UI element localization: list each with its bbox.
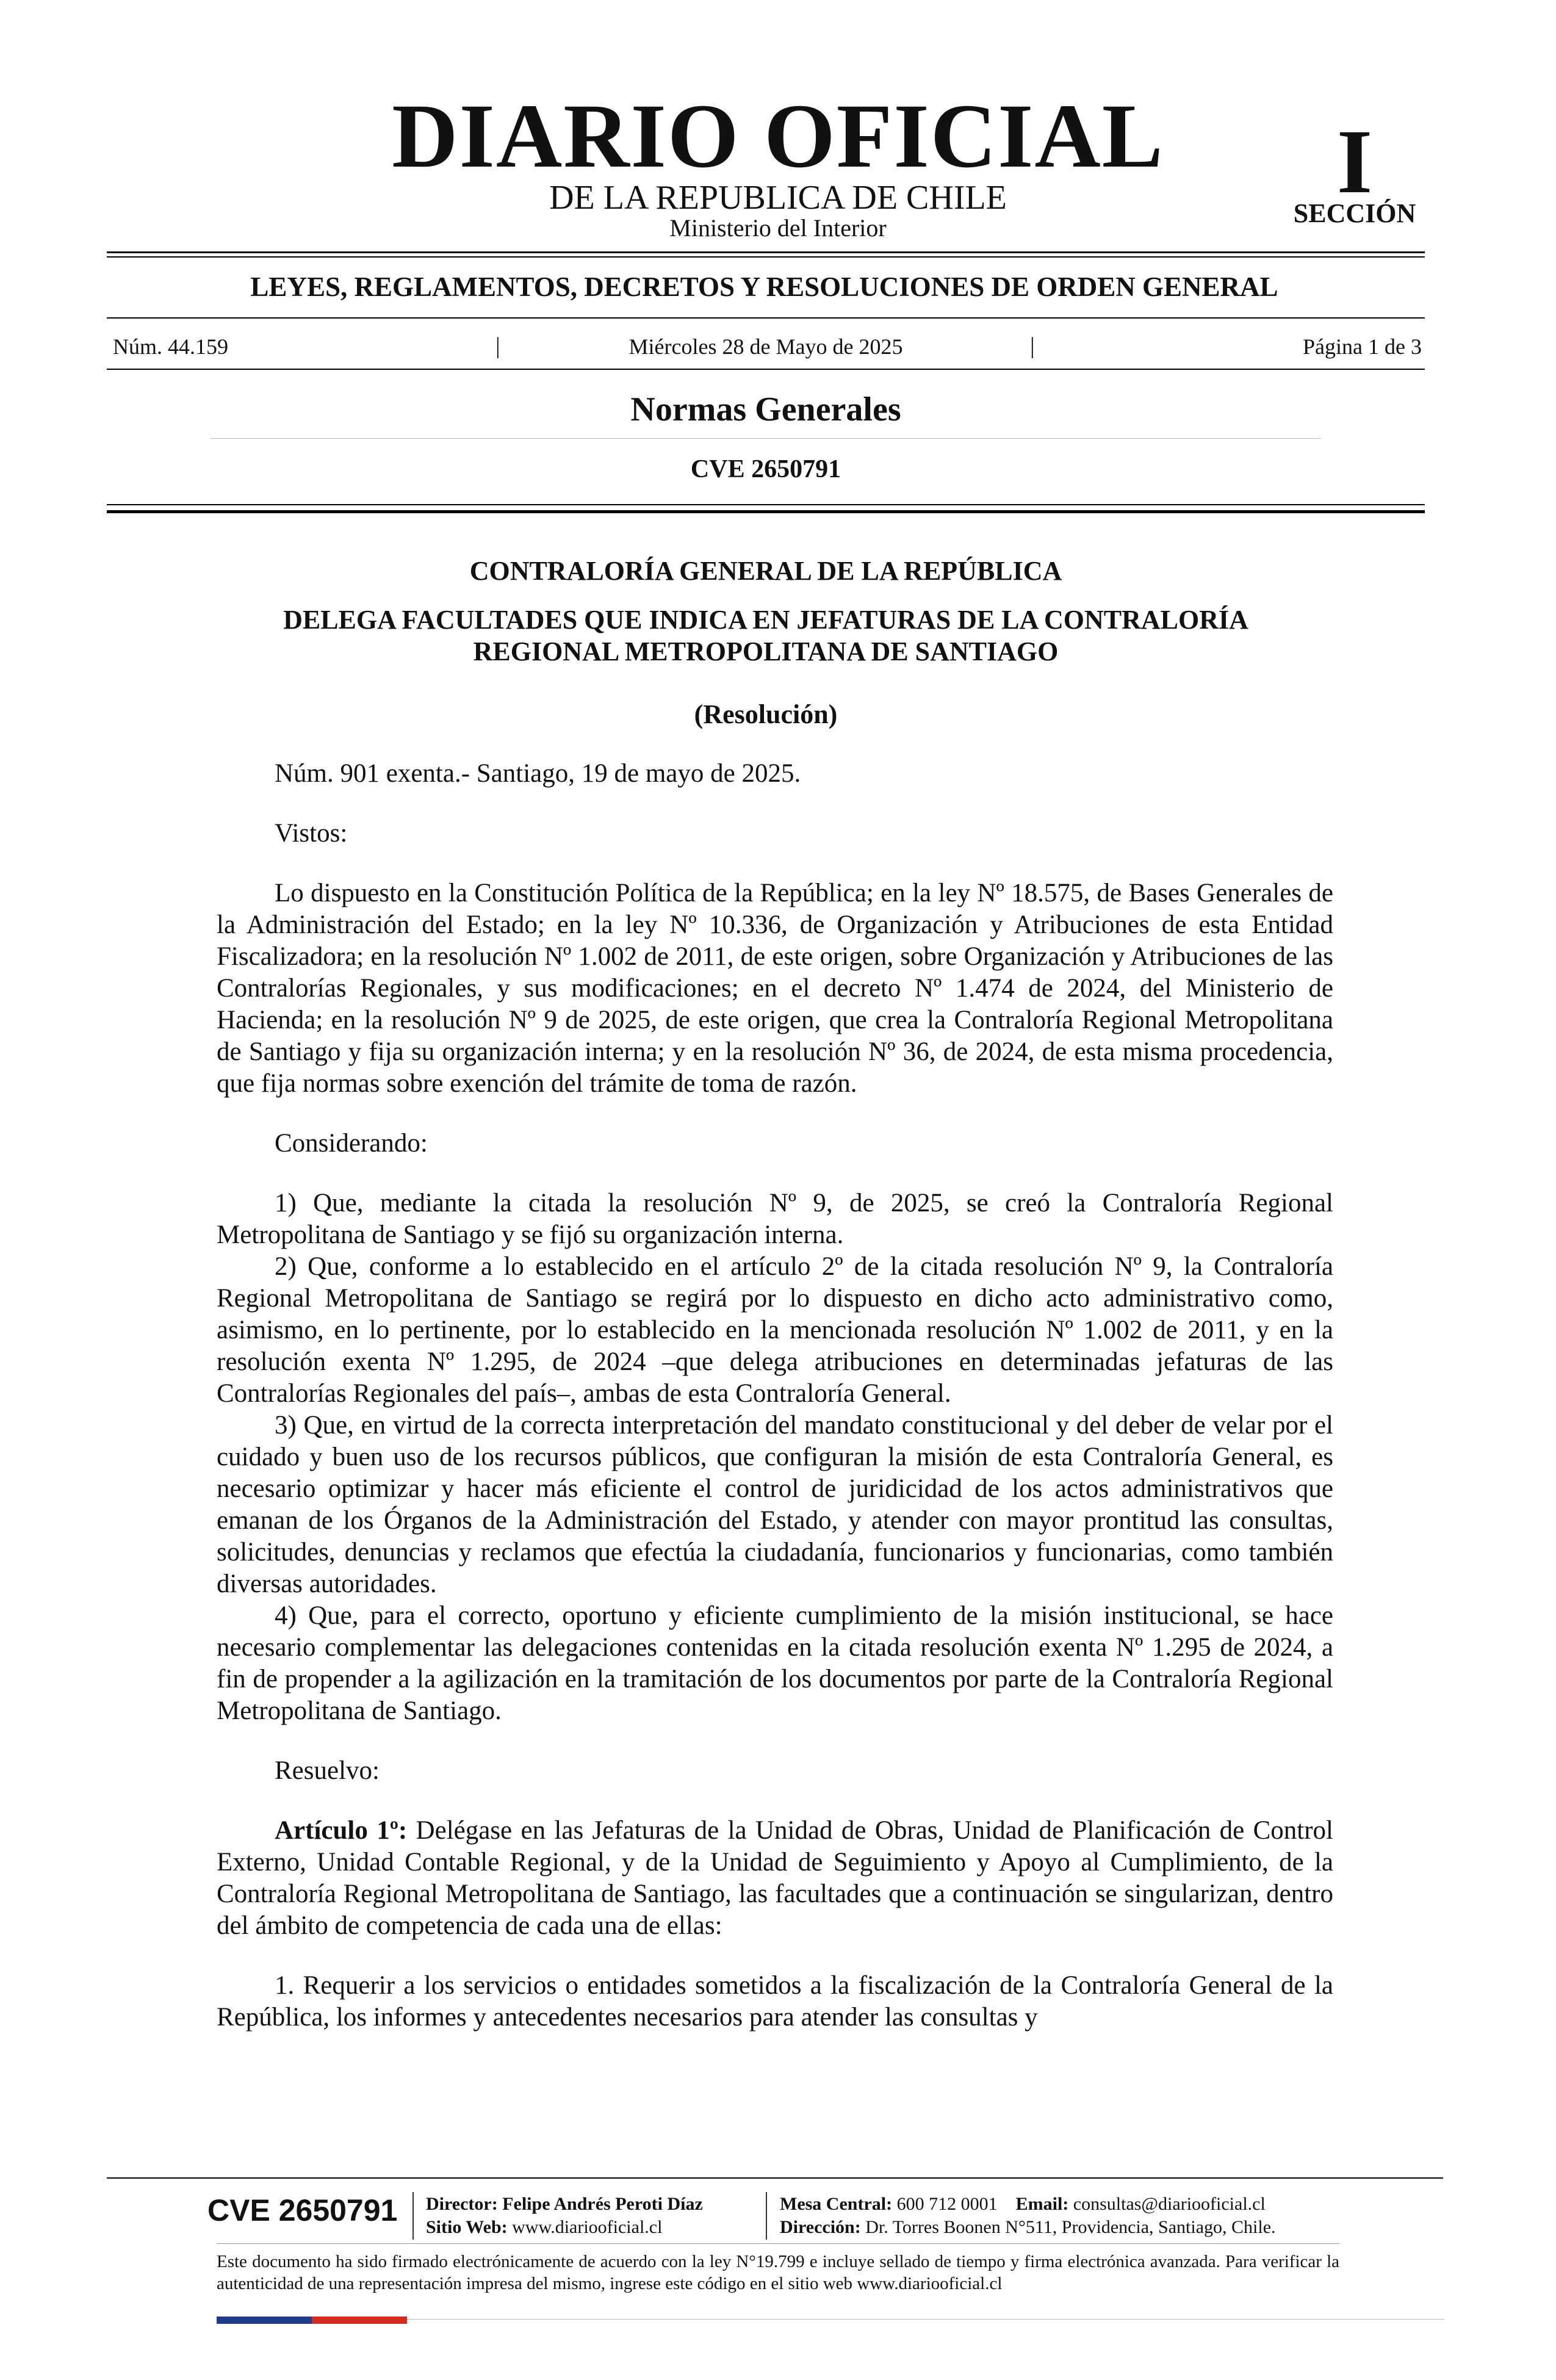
phone-label: Mesa Central: bbox=[780, 2194, 893, 2214]
norm-type-rule bbox=[211, 438, 1321, 439]
vistos-label: Vistos: bbox=[275, 819, 348, 848]
masthead-subtitle: DE LA REPUBLICA DE CHILE bbox=[549, 179, 1007, 217]
resuelvo-label: Resuelvo: bbox=[275, 1756, 380, 1785]
category-rule bbox=[107, 317, 1425, 319]
masthead-title: DIARIO OFICIAL bbox=[392, 85, 1164, 187]
footer-notice-rule bbox=[217, 2243, 1339, 2244]
phone-number: 600 712 0001 bbox=[896, 2194, 998, 2214]
section-label: SECCIÓN bbox=[1293, 198, 1416, 228]
masthead-rule-top-2 bbox=[107, 256, 1425, 258]
footer-separator bbox=[412, 2192, 414, 2240]
address-label: Dirección: bbox=[780, 2217, 861, 2237]
article-1-item-1: 1. Requerir a los servicios o entidades sometidos a la fiscalización de la Contraloría General de la República, los informes y antecedentes necesarios para atender las consultas y bbox=[217, 1971, 1333, 2032]
footer-signature-notice: Este documento ha sido firmado electrónicamente de acuerdo con la ley N°19.799 e incluye sellado de tiempo y firma electrónica avanzada. Para verificar la autenticidad de una representación impresa del mismo, ingrese este código en el sitio web www.diariooficial.cl bbox=[217, 2252, 1339, 2293]
website-link[interactable]: www.diariooficial.cl bbox=[512, 2217, 663, 2237]
flag-stripe-red bbox=[312, 2317, 407, 2324]
email-link[interactable]: consultas@diariooficial.cl bbox=[1073, 2194, 1266, 2214]
article-1 bbox=[217, 1815, 1333, 1942]
resolution-heading: Núm. 901 exenta.- Santiago, 19 de mayo de 2025. bbox=[275, 759, 801, 788]
issue-number: Núm. 44.159 bbox=[113, 334, 228, 359]
director-label: Director: bbox=[426, 2194, 498, 2214]
info-rule bbox=[107, 369, 1425, 370]
considerando-paragraph: 3) Que, en virtud de la correcta interpretación del mandato constitucional y del deber de velar por el cuidado y buen uso de los recursos públicos, que configuran la misión de esta Contraloría General, es necesario optimizar y hacer más eficiente el control de juridicidad de los actos administrativos que emanan de los Órganos de la Administración del Estado, y atender con mayor prontitud las consultas, solicitudes, denuncias y reclamos que efectúa la ciudadanía, funcionarios y funcionarias, como también diversas autoridades. bbox=[217, 1411, 1333, 1598]
considerando-paragraph: 1) Que, mediante la citada la resolución Nº 9, de 2025, se creó la Contraloría Regional Metropolitana de Santiago y se fijó su organización interna. bbox=[217, 1189, 1333, 1249]
masthead-ministry: Ministerio del Interior bbox=[669, 214, 887, 242]
document-body bbox=[217, 758, 1333, 2033]
considerando-paragraph: 2) Que, conforme a lo establecido en el artículo 2º de la citada resolución Nº 9, la Contraloría Regional Metropolitana de Santiago se regirá por lo dispuesto en dicho acto administrativo como, asimismo, en lo pertinente, por lo establecido en la mencionada resolución Nº 1.002 de 2011, y en la resolución exenta Nº 1.295, de 2024 –que delega atribuciones en determinadas jefaturas de las Contralorías Regionales del país–, ambas de esta Contraloría General. bbox=[217, 1252, 1333, 1408]
footer-separator bbox=[766, 2192, 767, 2240]
norm-type: Normas Generales bbox=[630, 391, 901, 428]
article-1-label: Artículo 1º: bbox=[275, 1816, 408, 1845]
section-number: I bbox=[1336, 111, 1373, 212]
address-text: Dr. Torres Boonen N°511, Providencia, Santiago, Chile. bbox=[865, 2217, 1276, 2237]
category-title: LEYES, REGLAMENTOS, DECRETOS Y RESOLUCIONES DE ORDEN GENERAL bbox=[250, 272, 1278, 302]
flag-stripe-blue bbox=[217, 2317, 312, 2324]
resolution-type: (Resolución) bbox=[694, 699, 838, 729]
footer-contact-block bbox=[780, 2193, 1276, 2239]
cve-code: CVE 2650791 bbox=[690, 455, 841, 483]
issue-date: Miércoles 28 de Mayo de 2025 bbox=[629, 334, 903, 359]
website-label: Sitio Web: bbox=[426, 2217, 508, 2237]
vistos-paragraph: Lo dispuesto en la Constitución Política de la República; en la ley Nº 18.575, de Bases Generales de la Administración del Estado; en la ley Nº 10.336, de Organización y Atribuciones de esta Entidad Fiscalizadora; en la resolución Nº 1.002 de 2011, de este origen, sobre Organización y Atribuciones de las Contralorías Regionales, y sus modificaciones; en el decreto Nº 1.474 de 2024, del Ministerio de Hacienda; en la resolución Nº 9 de 2025, de este origen, que crea la Contraloría Regional Metropolitana de Santiago y fija su organización interna; y en la resolución Nº 36, de 2024, de esta misma procedencia, que fija normas sobre exención del trámite de toma de razón. bbox=[217, 879, 1333, 1098]
email-label: Email: bbox=[1015, 2194, 1069, 2214]
info-separator: | bbox=[495, 333, 500, 359]
footer-cve-code: CVE 2650791 bbox=[207, 2193, 398, 2227]
resolution-title: DELEGA FACULTADES QUE INDICA EN JEFATURAS DE LA CONTRALORÍA REGIONAL METROPOLITANA DE SANTIAGO bbox=[283, 605, 1248, 666]
footer-director-block bbox=[426, 2193, 703, 2239]
footer-bottom-rule bbox=[407, 2319, 1444, 2320]
director-name: Felipe Andrés Peroti Díaz bbox=[502, 2194, 703, 2214]
considerando-label: Considerando: bbox=[275, 1129, 428, 1158]
considerando-paragraph: 4) Que, para el correcto, oportuno y eficiente cumplimiento de la misión institucional, se hace necesario complementar las delegaciones contenidas en la citada resolución exenta Nº 1.295 de 2024, a fin de propender a la agilización en la tramitación de los documentos por parte de la Contraloría Regional Metropolitana de Santiago. bbox=[217, 1601, 1333, 1725]
institution-name: CONTRALORÍA GENERAL DE LA REPÚBLICA bbox=[469, 556, 1062, 586]
masthead-rule-top bbox=[107, 251, 1425, 253]
info-separator: | bbox=[1030, 333, 1035, 359]
footer-rule bbox=[107, 2177, 1443, 2179]
page-indicator: Página 1 de 3 bbox=[1303, 334, 1422, 359]
cve-rule-1 bbox=[107, 504, 1425, 505]
article-1-text: Delégase en las Jefaturas de la Unidad de Obras, Unidad de Planificación de Control Externo, Unidad Contable Regional, y de la Unidad de Seguimiento y Apoyo al Cumplimiento, de la Contraloría Regional Metropolitana de Santiago, las facultades que a continuación se singularizan, dentro del ámbito de competencia de cada una de ellas: bbox=[217, 1816, 1333, 1940]
cve-rule-2 bbox=[107, 510, 1425, 513]
